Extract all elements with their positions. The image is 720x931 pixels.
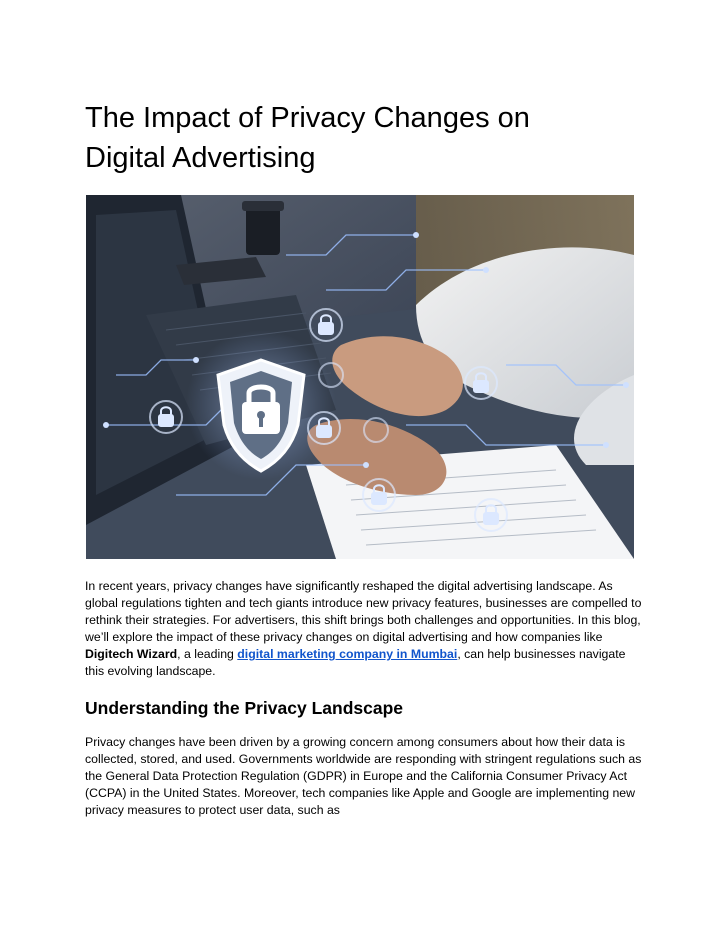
- page-title: [85, 98, 645, 178]
- hero-image: [86, 195, 634, 559]
- section-paragraph: Privacy changes have been driven by a growing concern among consumers about how their data is collected, stored, and used. Governments worldwide are responding with stringent regulations such as the General Data Protection Regulation (GDPR) in Europe and the California Consumer Privacy Act (CCPA) in the United States. Moreover, tech companies like Apple and Google are implementing new privacy measures to protect user data, such as: [85, 735, 642, 817]
- brand-name: Digitech Wizard: [85, 647, 178, 661]
- coffee-cup-icon: [242, 201, 284, 255]
- intro-text-middle: , a leading: [177, 647, 238, 661]
- intro-text-end: , can help businesses navigate this evolving landscape.: [85, 647, 626, 678]
- title-line-2: Digital Advertising: [85, 142, 316, 174]
- title-line-1: The Impact of Privacy Changes on: [85, 102, 530, 134]
- section-heading: Understanding the Privacy Landscape: [85, 698, 404, 718]
- privacy-illustration: [86, 195, 634, 559]
- digital-marketing-link[interactable]: digital marketing company in Mumbai: [237, 647, 458, 661]
- shield-lock-icon: [186, 330, 336, 480]
- intro-text: In recent years, privacy changes have significantly reshaped the digital advertising landscape. As global regulations tighten and tech giants introduce new privacy features, businesses are compelled to rethink their strategies. For advertisers, this shift brings both challenges and opportunities. In this blog, we’ll explore the impact of these privacy changes on digital advertising and how companies like: [85, 579, 642, 644]
- intro-paragraph: [85, 578, 645, 680]
